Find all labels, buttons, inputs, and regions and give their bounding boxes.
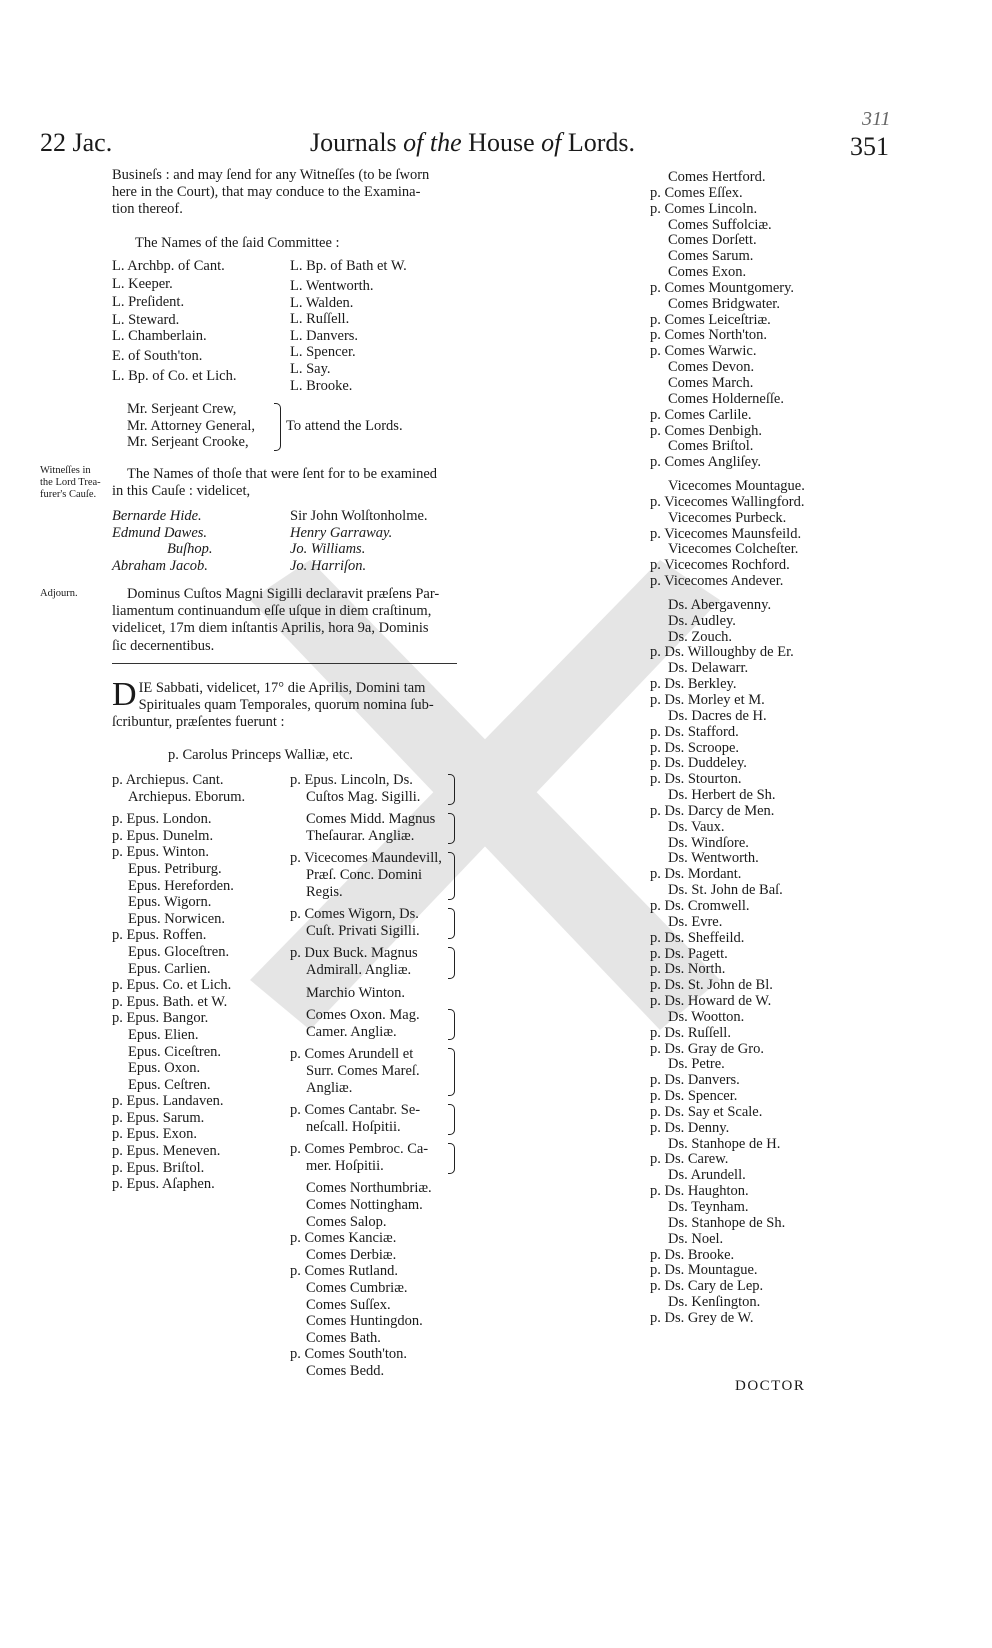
intro-line: Busineſs : and may ſend for any Witneſſes (to be ſworn	[112, 167, 430, 183]
drop-cap: D	[112, 676, 137, 713]
peer-item: Comes Holderneſſe.	[668, 390, 784, 407]
list-item: Epus. Ciceſtren.	[128, 1043, 222, 1060]
officer-line: Comes Nottingham.	[306, 1197, 423, 1214]
officer-entry	[290, 985, 442, 1002]
peer-item: p. Ds. Willoughby de Er.	[650, 644, 794, 661]
officer-line: p. Epus. Lincoln, Ds.	[290, 772, 413, 788]
peers-section	[650, 479, 805, 590]
officer-line: Comes Northumbriæ.	[306, 1180, 432, 1197]
officer-line: p. Vicecomes Maundevill,	[290, 850, 442, 867]
brace-icon	[448, 1104, 455, 1135]
page-number: 351	[850, 132, 889, 161]
peer-item: p. Comes Angliſey.	[650, 454, 762, 471]
peer-item: p. Ds. Stafford.	[650, 723, 739, 740]
officer-entry	[290, 1280, 442, 1297]
peer-item: p. Ds. Denny.	[650, 1119, 730, 1136]
witness: Sir John Wolſtonholme.	[290, 508, 428, 524]
peer-item: Ds. Kenſington.	[668, 1294, 761, 1311]
list-item: p. Epus. Briſtol.	[112, 1159, 205, 1176]
peer-item: Ds. Arundell.	[668, 1167, 746, 1184]
officer-entry	[290, 1180, 442, 1197]
officer-entry	[290, 772, 442, 805]
committee-member: L. Bp. of Bath et W.	[290, 258, 407, 274]
peer-item: p. Ds. Gray de Gro.	[650, 1040, 764, 1057]
list-item: p. Epus. Meneven.	[112, 1143, 221, 1160]
officer-line: Marchio Winton.	[306, 984, 406, 1001]
peer-item: p. Ds. Pagett.	[650, 945, 728, 962]
list-item: p. Epus. Dunelm.	[112, 827, 214, 844]
peers-section	[650, 598, 805, 1327]
intro-line: tion thereof.	[112, 201, 183, 218]
intro-line: here in the Court), that may conduce to the Examina-	[112, 184, 421, 201]
officer-line: p. Comes Cantabr. Se-	[290, 1102, 421, 1119]
list-item: p. Epus. Sarum.	[112, 1109, 205, 1126]
sabbati-line: ſcribuntur, præſentes fuerunt :	[112, 714, 285, 731]
witness: Buſhop.	[167, 541, 213, 558]
peer-item: Comes Suffolciæ.	[668, 216, 772, 233]
witnesses-heading-line: The Names of thoſe that were ſent for to be examined	[127, 466, 438, 482]
committee-member: L. Bp. of Co. et Lich.	[112, 368, 237, 384]
officers-column	[290, 772, 442, 1380]
peer-item: p. Vicecomes Rochford.	[650, 557, 790, 574]
list-item: p. Epus. Co. et Lich.	[112, 977, 232, 994]
witnesses-heading	[112, 466, 437, 500]
peers-column	[650, 170, 805, 1335]
peer-item: Ds. Herbert de Sh.	[668, 787, 776, 804]
peer-item: p. Comes Mountgomery.	[650, 279, 795, 296]
officer-entry	[290, 1297, 442, 1314]
brace-icon	[274, 403, 281, 451]
peer-item: p. Ds. St. John de Bl.	[650, 977, 773, 994]
peer-item: p. Ds. Cary de Lep.	[650, 1278, 764, 1295]
title-word: the	[429, 128, 462, 157]
list-item: p. Epus. Bath. et W.	[112, 993, 228, 1010]
list-item: p. Epus. Winton.	[112, 844, 210, 861]
attend-note: To attend the Lords.	[286, 418, 403, 434]
officer-line: p. Comes Arundell et	[290, 1046, 414, 1063]
witness: Jo. Williams.	[290, 541, 366, 558]
peer-item: p. Comes Leiceſtriæ.	[650, 311, 771, 328]
peer-item: Comes March.	[668, 374, 754, 391]
committee-member: L. Chamberlain.	[112, 328, 207, 344]
peer-item: p. Comes North'ton.	[650, 327, 767, 344]
peer-item: Comes Exon.	[668, 264, 747, 281]
brace-icon	[448, 947, 455, 978]
list-item: p. Epus. Bangor.	[112, 1010, 209, 1027]
officer-entry	[290, 1007, 442, 1040]
officer-line: Theſaurar. Angliæ.	[306, 827, 415, 844]
committee-member: L. Ruſſell.	[290, 311, 350, 328]
list-item: Epus. Oxon.	[128, 1060, 201, 1077]
adjourn-line: Dominus Cuſtos Magni Sigilli declaravit præſens Par-	[127, 586, 440, 602]
peer-item: Ds. Stanhope de H.	[668, 1135, 781, 1152]
committee-member: E. of South'ton.	[112, 348, 203, 364]
title-word: House	[468, 128, 535, 157]
margin-line: the Lord Trea-	[40, 477, 101, 488]
list-item: Epus. Ceſtren.	[128, 1076, 211, 1093]
officer-line: Admirall. Angliæ.	[306, 961, 412, 978]
list-item: Epus. Carlien.	[128, 960, 211, 977]
officer-line: Comes Midd. Magnus	[306, 811, 436, 828]
witnesses-right-list	[290, 508, 428, 574]
list-item: p. Epus. Landaven.	[112, 1093, 224, 1110]
peer-item: p. Ds. North.	[650, 961, 726, 978]
margin-line: Witneſſes in	[40, 465, 91, 476]
peer-item: Vicecomes Purbeck.	[668, 509, 787, 526]
peer-item: Ds. Vaux.	[668, 818, 725, 835]
peer-item: Ds. Abergavenny.	[668, 596, 772, 613]
brace-icon	[448, 813, 455, 844]
committee-member: L. Spencer.	[290, 344, 356, 361]
peer-item: Ds. Audley.	[668, 612, 736, 629]
officer-line: Regis.	[306, 883, 343, 900]
intro-paragraph	[112, 167, 462, 219]
sabbati-paragraph	[112, 676, 462, 732]
peer-item: Ds. St. John de Baſ.	[668, 882, 783, 899]
committee-member: L. Archbp. of Cant.	[112, 258, 225, 274]
committee-member: L. Steward.	[112, 312, 180, 328]
list-item: p. Epus. Aſaphen.	[112, 1176, 215, 1193]
peer-item: p. Ds. Danvers.	[650, 1072, 740, 1089]
title-word: Lords.	[567, 128, 636, 157]
officer-line: Comes Salop.	[306, 1213, 387, 1230]
peer-item: p. Ds. Stourton.	[650, 771, 742, 788]
witness: Henry Garraway.	[290, 524, 393, 541]
officer-entry	[290, 811, 442, 844]
peer-item: p. Ds. Grey de W.	[650, 1309, 754, 1326]
officer-line: Surr. Comes Mareſ.	[306, 1062, 420, 1079]
witness: Jo. Harriſon.	[290, 557, 367, 574]
witness: Bernarde Hide.	[112, 508, 202, 524]
committee-heading: The Names of the ſaid Committee :	[135, 235, 340, 251]
attendants-list	[127, 401, 255, 451]
officer-entry	[290, 1263, 442, 1280]
title-word: of	[403, 128, 424, 157]
officer-line: Comes Cumbriæ.	[306, 1280, 408, 1297]
margin-line: furer's Cauſe.	[40, 489, 97, 500]
officer-line: p. Dux Buck. Magnus	[290, 945, 418, 962]
list-item: Archiepus. Eborum.	[128, 788, 246, 805]
peer-item: p. Ds. Mordant.	[650, 866, 742, 883]
peer-item: p. Ds. Carew.	[650, 1151, 729, 1168]
witness: Edmund Dawes.	[112, 524, 208, 541]
peer-item: p. Comes Carlile.	[650, 406, 752, 423]
officer-entry	[290, 1197, 442, 1214]
peer-item: Comes Devon.	[668, 359, 755, 376]
peer-item: p. Comes Lincoln.	[650, 200, 758, 217]
list-item: Epus. Gloceſtren.	[128, 943, 230, 960]
officer-line: Comes Bedd.	[306, 1363, 385, 1379]
peer-item: Ds. Teynham.	[668, 1199, 749, 1215]
officer-entry	[290, 1214, 442, 1231]
peer-item: Ds. Zouch.	[668, 628, 733, 645]
peer-item: p. Ds. Brooke.	[650, 1246, 735, 1263]
peer-item: Ds. Dacres de H.	[668, 707, 767, 724]
list-item: p. Epus. Roffen.	[112, 927, 207, 944]
committee-member: L. Keeper.	[112, 276, 173, 292]
brace-icon	[448, 908, 455, 939]
peer-item: p. Vicecomes Wallingford.	[650, 493, 805, 510]
officer-entry	[290, 1102, 442, 1135]
peer-item: Vicecomes Colcheſter.	[668, 541, 799, 558]
catchword: DOCTOR	[735, 1378, 806, 1394]
adjourn-line: liamentum continuandum eſſe uſque in diem craſtinum,	[112, 603, 432, 620]
committee-member: L. Brooke.	[290, 377, 353, 394]
witnesses-left-list	[112, 508, 213, 574]
peer-item: Ds. Stanhope de Sh.	[668, 1214, 786, 1231]
list-item: p. Epus. London.	[112, 811, 212, 828]
officer-line: p. Comes South'ton.	[290, 1346, 408, 1363]
officer-line: neſcall. Hoſpitii.	[306, 1118, 401, 1135]
officer-line: Cuſtos Mag. Sigilli.	[306, 788, 421, 805]
peer-item: Comes Hertford.	[668, 169, 766, 185]
peer-item: p. Comes Denbigh.	[650, 422, 762, 439]
officer-line: p. Comes Wigorn, Ds.	[290, 906, 419, 923]
peer-item: p. Ds. Sheffeild.	[650, 929, 745, 946]
peer-item: Ds. Evre.	[668, 913, 723, 930]
handwritten-annotation: 311	[862, 108, 891, 130]
section-divider	[112, 663, 457, 664]
peer-item: p. Ds. Spencer.	[650, 1088, 738, 1105]
peer-item: Ds. Windſore.	[668, 834, 749, 851]
brace-icon	[448, 1143, 455, 1174]
committee-left-list	[112, 258, 236, 385]
adjourn-line: videlicet, 17m diem inſtantis Aprilis, hora 9a, Dominis	[112, 620, 429, 637]
officer-line: Comes Suſſex.	[306, 1296, 391, 1313]
peer-item: Ds. Wootton.	[668, 1008, 745, 1025]
committee-member: L. Walden.	[290, 294, 354, 311]
officer-entry	[290, 1330, 442, 1347]
officer-line: Camer. Angliæ.	[306, 1023, 397, 1040]
witness: Abraham Jacob.	[112, 557, 208, 574]
committee-member: L. Wentworth.	[290, 278, 374, 294]
prince-line: p. Carolus Princeps Walliæ, etc.	[168, 747, 354, 763]
officer-line: p. Comes Rutland.	[290, 1263, 398, 1280]
list-item: Epus. Elien.	[128, 1026, 199, 1043]
peer-item: Ds. Petre.	[668, 1056, 725, 1073]
adjourn-paragraph	[112, 586, 462, 655]
peer-item: p. Comes Eſſex.	[650, 184, 743, 201]
brace-icon	[448, 852, 455, 900]
officer-entry	[290, 850, 442, 900]
peer-item: p. Ds. Mountague.	[650, 1262, 758, 1279]
bishops-column	[112, 772, 245, 1193]
committee-right-list	[290, 258, 407, 394]
peer-item: p. Comes Warwic.	[650, 343, 757, 360]
officer-line: Comes Huntingdon.	[306, 1313, 423, 1330]
sabbati-line: Spirituales quam Temporales, quorum nomina ſub-	[138, 697, 434, 714]
sabbati-line: IE Sabbati, videlicet, 17° die Aprilis, Domini tam	[138, 680, 426, 696]
officer-line: Comes Derbiæ.	[306, 1246, 397, 1263]
peer-item: p. Vicecomes Andever.	[650, 573, 784, 590]
peer-item: Comes Bridgwater.	[668, 295, 780, 312]
peer-item: p. Vicecomes Maunsfeild.	[650, 525, 802, 542]
officer-line: Angliæ.	[306, 1079, 353, 1096]
peers-section	[650, 170, 805, 471]
margin-note-adjourn: Adjourn.	[40, 588, 78, 599]
officer-line: Comes Oxon. Mag.	[306, 1007, 420, 1024]
peer-item: p. Ds. Darcy de Men.	[650, 802, 775, 819]
brace-icon	[448, 1009, 455, 1040]
committee-member: L. Say.	[290, 360, 331, 377]
peer-item: p. Ds. Morley et M.	[650, 692, 765, 708]
peer-item: Comes Briſtol.	[668, 438, 754, 455]
peer-item: p. Ds. Scroope.	[650, 739, 740, 756]
officer-line: p. Comes Pembroc. Ca-	[290, 1141, 429, 1158]
peer-item: Ds. Delawarr.	[668, 660, 749, 677]
committee-member: L. Preſident.	[112, 294, 185, 310]
list-item: p. Epus. Exon.	[112, 1126, 197, 1143]
peer-item: p. Ds. Howard de W.	[650, 993, 772, 1010]
peer-item: p. Ds. Say et Scale.	[650, 1103, 763, 1120]
peer-item: p. Ds. Cromwell.	[650, 897, 750, 914]
peer-item: Vicecomes Mountague.	[668, 478, 805, 495]
officer-line: p. Comes Kanciæ.	[290, 1230, 397, 1247]
officer-line: Cuſt. Privati Sigilli.	[306, 922, 420, 939]
officer-entry	[290, 945, 442, 978]
list-item: Epus. Wigorn.	[128, 894, 212, 911]
title-word: of	[541, 128, 562, 157]
officer-entry	[290, 1141, 442, 1174]
brace-icon	[448, 1048, 455, 1096]
list-item: Epus. Norwicen.	[128, 910, 226, 927]
list-item: Epus. Petriburg.	[128, 860, 222, 877]
peer-item: p. Ds. Haughton.	[650, 1183, 749, 1200]
officer-line: mer. Hoſpitii.	[306, 1157, 384, 1174]
brace-icon	[448, 774, 455, 805]
attendant: Mr. Serjeant Crooke,	[127, 434, 249, 451]
title-word: Journals	[310, 128, 397, 157]
peer-item: p. Ds. Ruſſell.	[650, 1024, 731, 1041]
officer-entry	[290, 1313, 442, 1330]
officer-entry	[290, 906, 442, 939]
officer-entry	[290, 1230, 442, 1247]
peer-item: p. Ds. Berkley.	[650, 676, 737, 693]
peer-item: Comes Sarum.	[668, 248, 754, 265]
witnesses-heading-line: in this Cauſe : videlicet,	[112, 483, 251, 500]
officer-line: Comes Bath.	[306, 1329, 381, 1346]
peer-item: Comes Dorſett.	[668, 232, 757, 249]
officer-entry	[290, 1046, 442, 1096]
list-item: Epus. Hereforden.	[128, 877, 234, 894]
committee-member: L. Danvers.	[290, 327, 359, 344]
peer-item: Ds. Noel.	[668, 1230, 724, 1247]
peer-item: Ds. Wentworth.	[668, 850, 759, 867]
officer-line: Præſ. Conc. Domini	[306, 866, 423, 883]
adjourn-line: ſic decernentibus.	[112, 637, 215, 654]
peer-item: p. Ds. Duddeley.	[650, 755, 747, 772]
officer-entry	[290, 1346, 442, 1363]
officer-entry	[290, 1363, 442, 1380]
margin-note-witnesses	[40, 465, 101, 501]
officer-entry	[290, 1247, 442, 1264]
header-title	[310, 128, 635, 158]
header-left: 22 Jac.	[40, 128, 113, 157]
list-item: p. Archiepus. Cant.	[112, 772, 224, 788]
attendant: Mr. Attorney General,	[127, 417, 256, 434]
attendant: Mr. Serjeant Crew,	[127, 401, 237, 417]
